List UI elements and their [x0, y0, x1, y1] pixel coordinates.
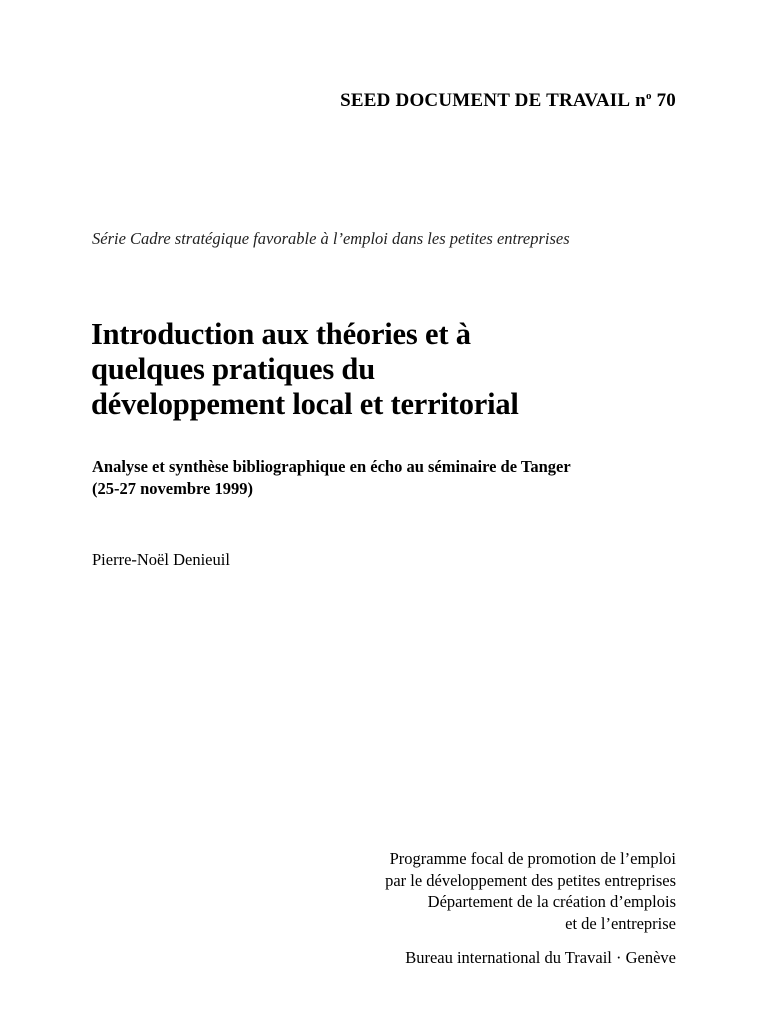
subtitle [92, 456, 571, 500]
series-part-2: OCUMENT DE TRAVAIL [409, 90, 631, 111]
publisher-footer: Bureau international du Travail · Genève [405, 948, 676, 967]
series-part-3: n [630, 90, 646, 111]
title-line-2: quelques pratiques du [91, 352, 375, 386]
series-part-1: SEED D [340, 90, 410, 111]
series-part-4: 70 [651, 90, 676, 111]
programme-line-4: et de l’entreprise [565, 913, 676, 933]
title-line-3: développement local et territorial [91, 387, 519, 421]
series-line: Série Cadre stratégique favorable à l’emploi dans les petites entreprises [92, 229, 570, 248]
subtitle-line-1: Analyse et synthèse bibliographique en écho au séminaire de Tanger [92, 457, 571, 476]
programme-line-2: par le développement des petites entreprises [385, 870, 676, 890]
title-line-1: Introduction aux théories et à [91, 317, 471, 351]
programme-block [385, 848, 676, 934]
page-title [91, 317, 519, 422]
programme-line-3: Département de la création d’emplois [427, 892, 676, 911]
programme-line-1: Programme focal de promotion de l’emploi [389, 849, 676, 868]
author-name: Pierre-Noël Denieuil [92, 550, 230, 569]
subtitle-line-2: (25-27 novembre 1999) [92, 479, 254, 498]
working-paper-number [340, 90, 676, 112]
series-superscript: o [645, 90, 652, 102]
